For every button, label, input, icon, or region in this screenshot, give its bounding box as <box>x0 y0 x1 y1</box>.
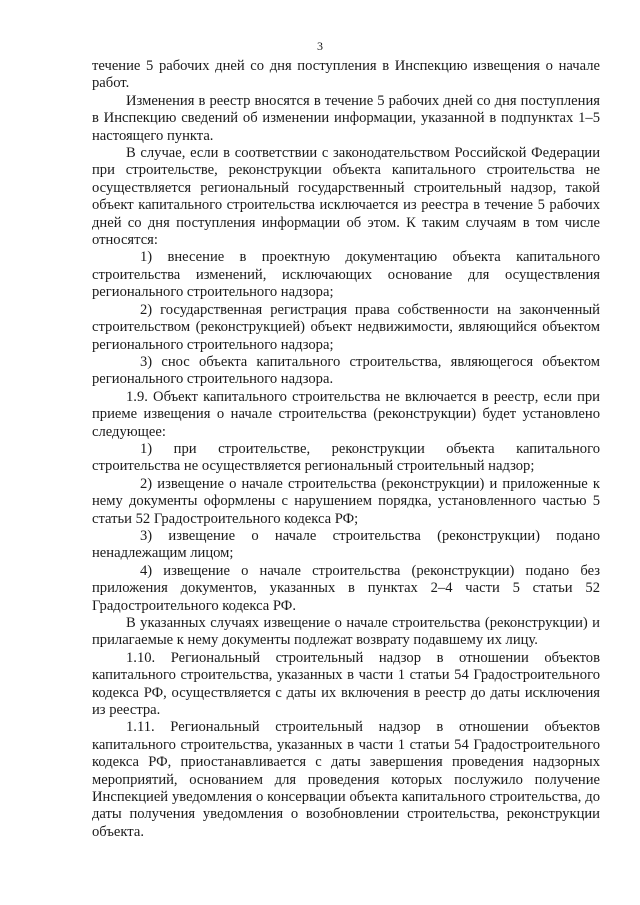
paragraph-registry-changes: Изменения в реестр вносятся в течение 5 рабочих дней со дня поступления в Инспекцию сведений об изменении информации, указанной в подпунктах 1–5 настоящего пункта. <box>92 92 600 144</box>
list-item-1-9-1: 1) при строительстве, реконструкции объекта капитального строительства не осуществляется региональный строительный надзор; <box>92 440 600 475</box>
paragraph-exclusion-cases: В случае, если в соответствии с законодательством Российской Федерации при строительстве, реконструкции объекта капитального строительства не осуществляется региональный государственный строительный надзор, такой объект капитального строительства исключается из реестра в течение 5 рабочих дней со дня поступления информации об этом. К таким случаям в том числе относятся: <box>92 145 600 249</box>
list-item-1-9-3: 3) извещение о начале строительства (реконструкции) подано ненадлежащим лицом; <box>92 527 600 562</box>
paragraph-1-11: 1.11. Региональный строительный надзор в отношении объектов капитального строительства, указанных в части 1 статьи 54 Градостроительного кодекса РФ, приостанавливается с даты завершения проведения надзорных мероприятий, основанием для проведения которых послужило получение Инспекцией уведомления о консервации объекта капитального строительства, до даты получения уведомления о возобновлении строительства, реконструкции объекта. <box>92 719 600 840</box>
list-item-2: 2) государственная регистрация права собственности на законченный строительством (реконструкцией) объект недвижимости, являющийся объектом регионального строительного надзора; <box>92 301 600 353</box>
list-item-1-9-4: 4) извещение о начале строительства (реконструкции) подано без приложения документов, указанных в пунктах 2–4 части 5 статьи 52 Градостроительного кодекса РФ. <box>92 562 600 614</box>
paragraph-1-10: 1.10. Региональный строительный надзор в отношении объектов капитального строительства, указанных в части 1 статьи 54 Градостроительного кодекса РФ, осуществляется с даты их включения в реестр до даты исключения из реестра. <box>92 649 600 719</box>
paragraph-return-documents: В указанных случаях извещение о начале строительства (реконструкции) и прилагаемые к нему документы подлежат возврату подавшему их лицу. <box>92 615 600 649</box>
document-body <box>92 58 600 841</box>
page-number: 3 <box>317 39 323 53</box>
paragraph-continuation: течение 5 рабочих дней со дня поступления в Инспекцию извещения о начале работ. <box>92 58 600 92</box>
paragraph-1-9: 1.9. Объект капитального строительства не включается в реестр, если при приеме извещения о начале строительства (реконструкции) будет установлено следующее: <box>92 388 600 440</box>
list-item-1-9-2: 2) извещение о начале строительства (реконструкции) и приложенные к нему документы оформлены с нарушением порядка, установленного частью 5 статьи 52 Градостроительного кодекса РФ; <box>92 475 600 527</box>
list-item-3: 3) снос объекта капитального строительства, являющегося объектом регионального строительного надзора. <box>92 353 600 388</box>
list-item-1: 1) внесение в проектную документацию объекта капитального строительства изменений, исключающих основание для осуществления регионального строительного надзора; <box>92 249 600 301</box>
